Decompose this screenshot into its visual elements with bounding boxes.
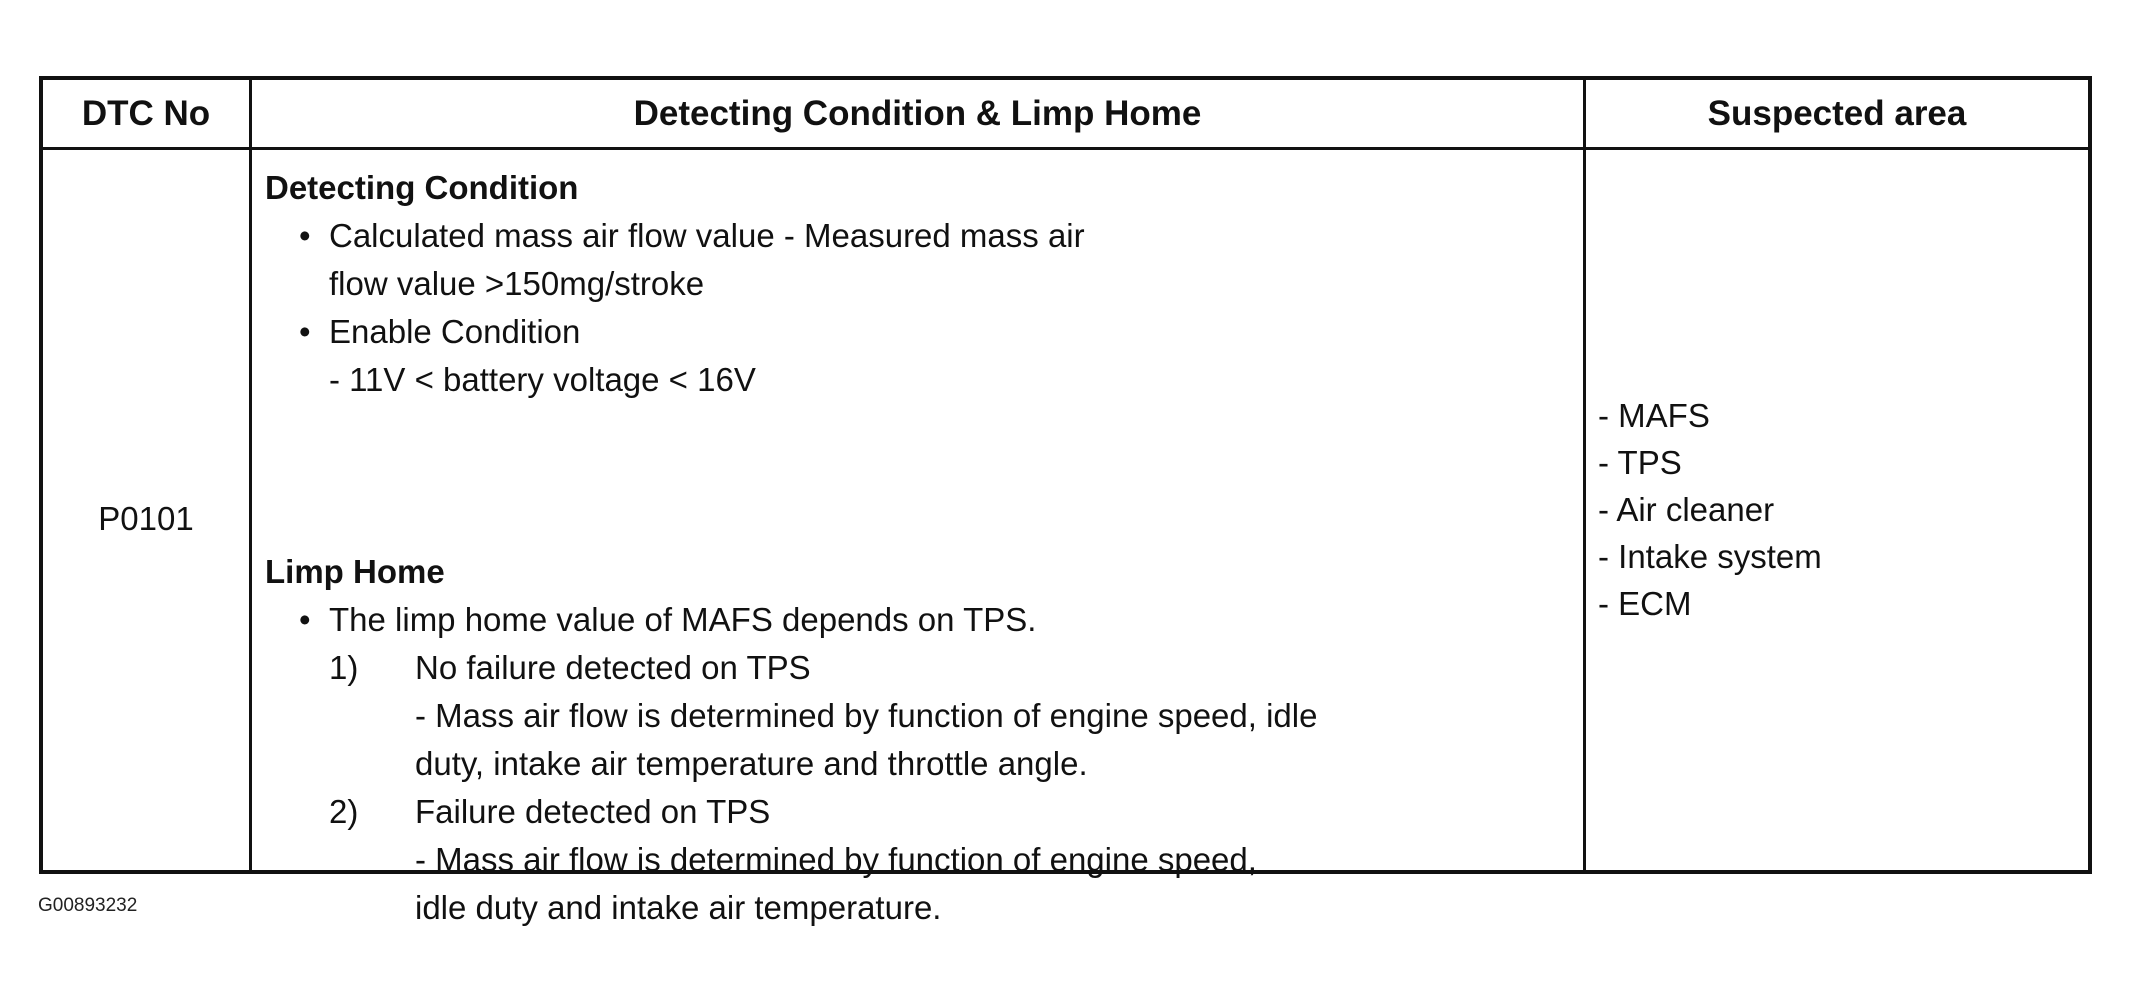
section-spacer — [265, 404, 1565, 548]
header-suspected-area: Suspected area — [1707, 93, 1967, 133]
item-1-description: - Mass air flow is determined by function of engine speed, idle — [415, 697, 1318, 734]
suspected-area-item: - Intake system — [1598, 538, 1822, 575]
detecting-condition-title: Detecting Condition — [265, 169, 579, 206]
suspected-area-item: - ECM — [1598, 585, 1692, 622]
header-dtc-no: DTC No — [81, 93, 211, 133]
item-number: 1) — [329, 649, 359, 686]
limp-home-title: Limp Home — [265, 553, 445, 590]
list-item — [265, 212, 1565, 260]
detecting-bullet-1-text: Calculated mass air flow value - Measured mass air — [329, 217, 1085, 254]
list-item — [265, 644, 1565, 692]
figure-id-caption: G00893232 — [38, 895, 138, 916]
suspected-area-item: - Air cleaner — [1598, 491, 1775, 528]
item-number: 2) — [329, 793, 359, 830]
list-item — [265, 596, 1565, 644]
header-detecting-condition: Detecting Condition & Limp Home — [633, 93, 1202, 133]
enable-condition-detail: - 11V < battery voltage < 16V — [329, 361, 756, 398]
bullet-icon: • — [299, 217, 311, 254]
item-2-title: Failure detected on TPS — [415, 793, 771, 830]
detecting-bullet-1-continuation: flow value >150mg/stroke — [329, 265, 705, 302]
suspected-area-item: - TPS — [1598, 444, 1682, 481]
detecting-bullet-2-text: Enable Condition — [329, 313, 581, 350]
item-1-title: No failure detected on TPS — [415, 649, 811, 686]
list-item — [265, 788, 1565, 836]
dtc-code: P0101 — [98, 500, 194, 537]
item-1-description-continuation: duty, intake air temperature and throttle angle. — [415, 745, 1088, 782]
table-header-row — [43, 80, 2088, 150]
bullet-icon: • — [299, 313, 311, 350]
suspected-area-item: - MAFS — [1598, 397, 1710, 434]
suspected-area-cell — [1598, 392, 1822, 627]
item-2-description: - Mass air flow is determined by function of engine speed, — [415, 841, 1257, 878]
limp-home-bullet-text: The limp home value of MAFS depends on TPS. — [329, 601, 1037, 638]
list-item — [265, 308, 1565, 356]
bullet-icon: • — [299, 601, 311, 638]
item-2-description-continuation: idle duty and intake air temperature. — [415, 889, 942, 926]
condition-cell — [265, 164, 1565, 932]
